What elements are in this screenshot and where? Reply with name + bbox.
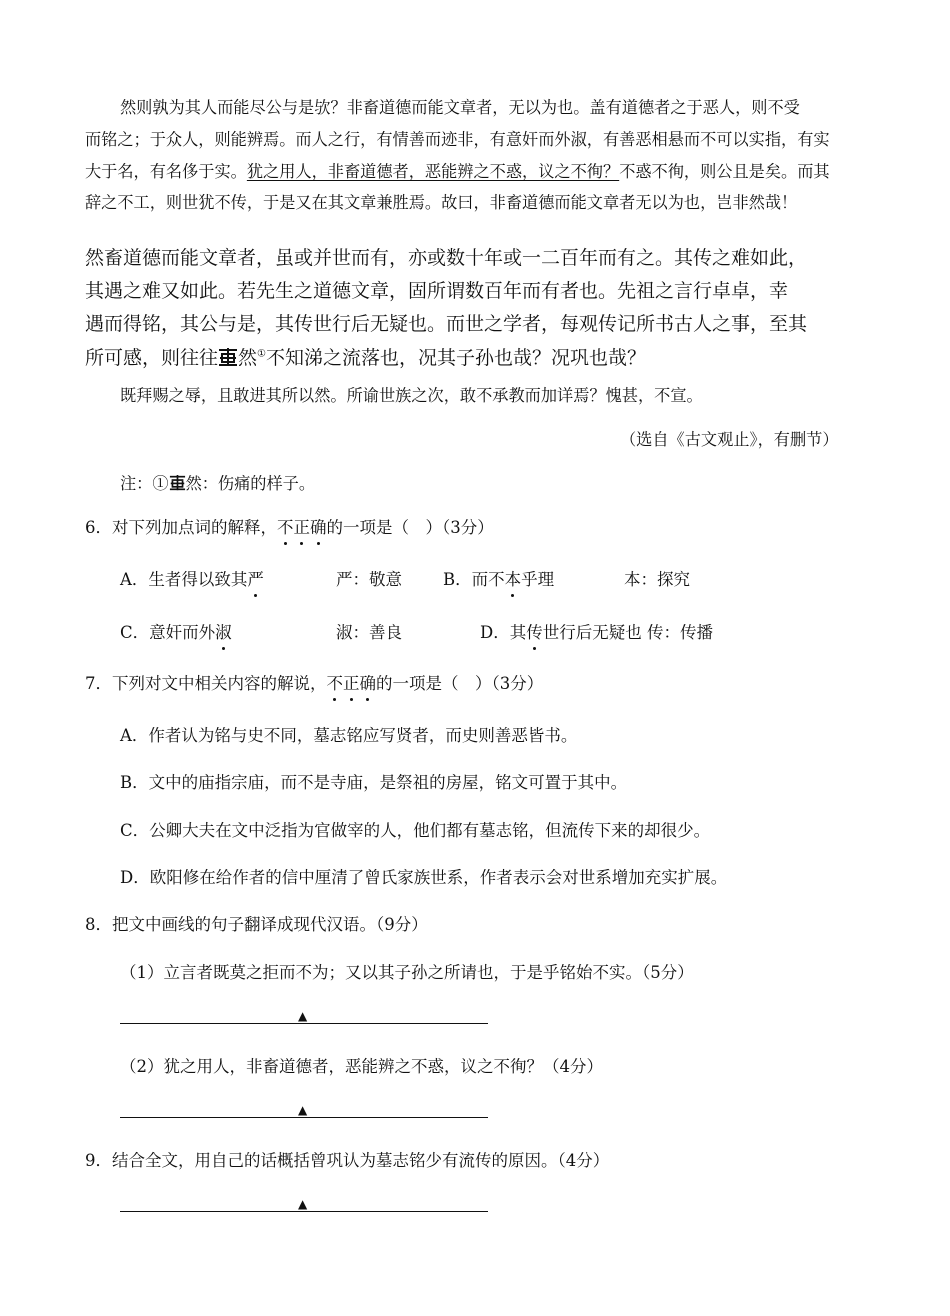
q8-sub2: （2）犹之用人，非畜道德者，恶能辨之不惑，议之不徇？（4分） — [120, 1057, 603, 1076]
q6-stem — [85, 514, 494, 538]
underlined-sentence: 犹之用人，非畜道德者，恶能辨之不惑，议之不徇？ — [246, 162, 620, 181]
footnote — [120, 470, 315, 494]
q6-option-c-meaning: 淑：善良 — [336, 623, 402, 642]
q7-stem — [85, 670, 543, 694]
passage-p2-line4 — [85, 343, 646, 370]
q6-option-b[interactable] — [443, 566, 554, 590]
passage-p1-line3-end: 不惑不徇，则公且是矣。而其 — [619, 162, 830, 181]
passage-p1-line3-start: 大于名，有名侈于实。 — [85, 162, 247, 181]
q6-option-a[interactable] — [120, 566, 264, 590]
q6-emphasis-char-2: 确 — [310, 514, 327, 538]
q8-stem: 8．把文中画线的句子翻译成现代汉语。（9分） — [85, 915, 428, 934]
q6-option-d[interactable] — [480, 619, 713, 643]
q6-c-dotted: 淑 — [215, 619, 232, 643]
q6-c-text: C．意奸而外 — [120, 623, 216, 642]
q7-option-b[interactable]: B．文中的庙指宗庙，而不是寺庙，是祭祖的房屋，铭文可置于其中。 — [120, 773, 628, 792]
passage-p1-line3 — [85, 158, 830, 182]
q6-d-text2: 世行后无疑也 传：传播 — [542, 623, 713, 642]
q7-option-a[interactable]: A．作者认为铭与史不同，墓志铭应写贤者，而史则善恶皆书。 — [120, 726, 578, 745]
q7-stem-b: 的一项是（ ）（3分） — [376, 674, 544, 693]
source-citation: （选自《古文观止》，有删节） — [620, 430, 839, 449]
q7-stem-a: 7．下列对文中相关内容的解说， — [85, 674, 327, 693]
q7-emphasis-char-2: 确 — [360, 670, 377, 694]
q6-b-dotted: 本 — [505, 566, 522, 590]
answer-marker-triangle-1: ▲ — [298, 1009, 308, 1023]
answer-line-1[interactable] — [120, 1023, 488, 1024]
q7-emphasis-char-1: 正 — [343, 670, 360, 694]
q6-option-b-meaning: 本：探究 — [624, 570, 690, 589]
q6-a-dotted: 严 — [247, 566, 264, 590]
answer-line-2[interactable] — [120, 1117, 488, 1118]
q7-option-c[interactable]: C．公卿大夫在文中泛指为官做宰的人，他们都有墓志铭，但流传下来的却很少。 — [120, 821, 711, 840]
q6-a-text: A．生者得以致其 — [120, 570, 248, 589]
passage-p2-line4-start: 所可感，则往往 — [85, 347, 219, 369]
rare-character-glyph-note — [169, 475, 186, 491]
answer-line-3[interactable] — [120, 1211, 488, 1212]
passage-p2-line1: 然畜道德而能文章者，虽或并世而有，亦或数十年或一二百年而有之。其传之难如此， — [85, 247, 808, 269]
q6-b-text: B．而不 — [443, 570, 505, 589]
q7-emphasis — [327, 674, 377, 693]
footnote-suffix: 然：伤痛的样子。 — [185, 474, 316, 493]
footnote-marker: ① — [257, 348, 266, 360]
passage-p1-line2: 而铭之；于众人，则能辨焉。而人之行，有情善而迹非，有意奸而外淑，有善恶相悬而不可以实指，有实 — [85, 130, 830, 149]
rare-character-glyph — [218, 348, 238, 367]
footnote-prefix: 注：① — [120, 474, 169, 493]
passage-p2-line3: 遇而得铭，其公与是，其传世行后无疑也。而世之学者，每观传记所书古人之事，至其 — [85, 313, 808, 335]
q9-stem: 9．结合全文，用自己的话概括曾巩认为墓志铭少有流传的原因。（4分） — [85, 1151, 610, 1170]
q6-stem-b: 的一项是（ ）（3分） — [326, 518, 494, 537]
q6-b-text2: 乎理 — [521, 570, 555, 589]
q7-emphasis-char-0: 不 — [327, 670, 344, 694]
passage-p2-line4-ran: 然 — [238, 347, 258, 369]
q6-emphasis — [277, 518, 327, 537]
q8-sub1: （1）立言者既莫之拒而不为；又以其子孙之所请也，于是乎铭始不实。（5分） — [120, 963, 694, 982]
answer-marker-triangle-3: ▲ — [298, 1197, 308, 1211]
passage-p3: 既拜赐之辱，且敢进其所以然。所谕世族之次，敢不承教而加详焉？愧甚，不宣。 — [120, 386, 703, 405]
answer-marker-triangle-2: ▲ — [298, 1103, 308, 1117]
q6-option-a-meaning: 严：敬意 — [336, 570, 402, 589]
passage-p2-line4-end: 不知涕之流落也，况其子孙也哉？况巩也哉？ — [266, 347, 647, 369]
q6-d-dotted: 传 — [526, 619, 543, 643]
q6-emphasis-char-1: 正 — [294, 514, 311, 538]
q6-d-text: D．其 — [480, 623, 527, 642]
passage-p1-line4: 辞之不工，则世犹不传，于是又在其文章兼胜焉。故曰，非畜道德而能文章者无以为也，岂非然哉！ — [85, 193, 798, 212]
q6-stem-a: 6．对下列加点词的解释， — [85, 518, 277, 537]
passage-p2-line2: 其遇之难又如此。若先生之道德文章，固所谓数百年而有者也。先祖之言行卓卓，幸 — [85, 280, 789, 302]
q7-option-d[interactable]: D．欧阳修在给作者的信中厘清了曾氏家族世系，作者表示会对世系增加充实扩展。 — [120, 868, 728, 887]
passage-p1-line1: 然则孰为其人而能尽公与是欤？非畜道德而能文章者，无以为也。盖有道德者之于恶人，则不受 — [120, 98, 800, 117]
q6-emphasis-char-0: 不 — [277, 514, 294, 538]
q6-option-c[interactable] — [120, 619, 232, 643]
